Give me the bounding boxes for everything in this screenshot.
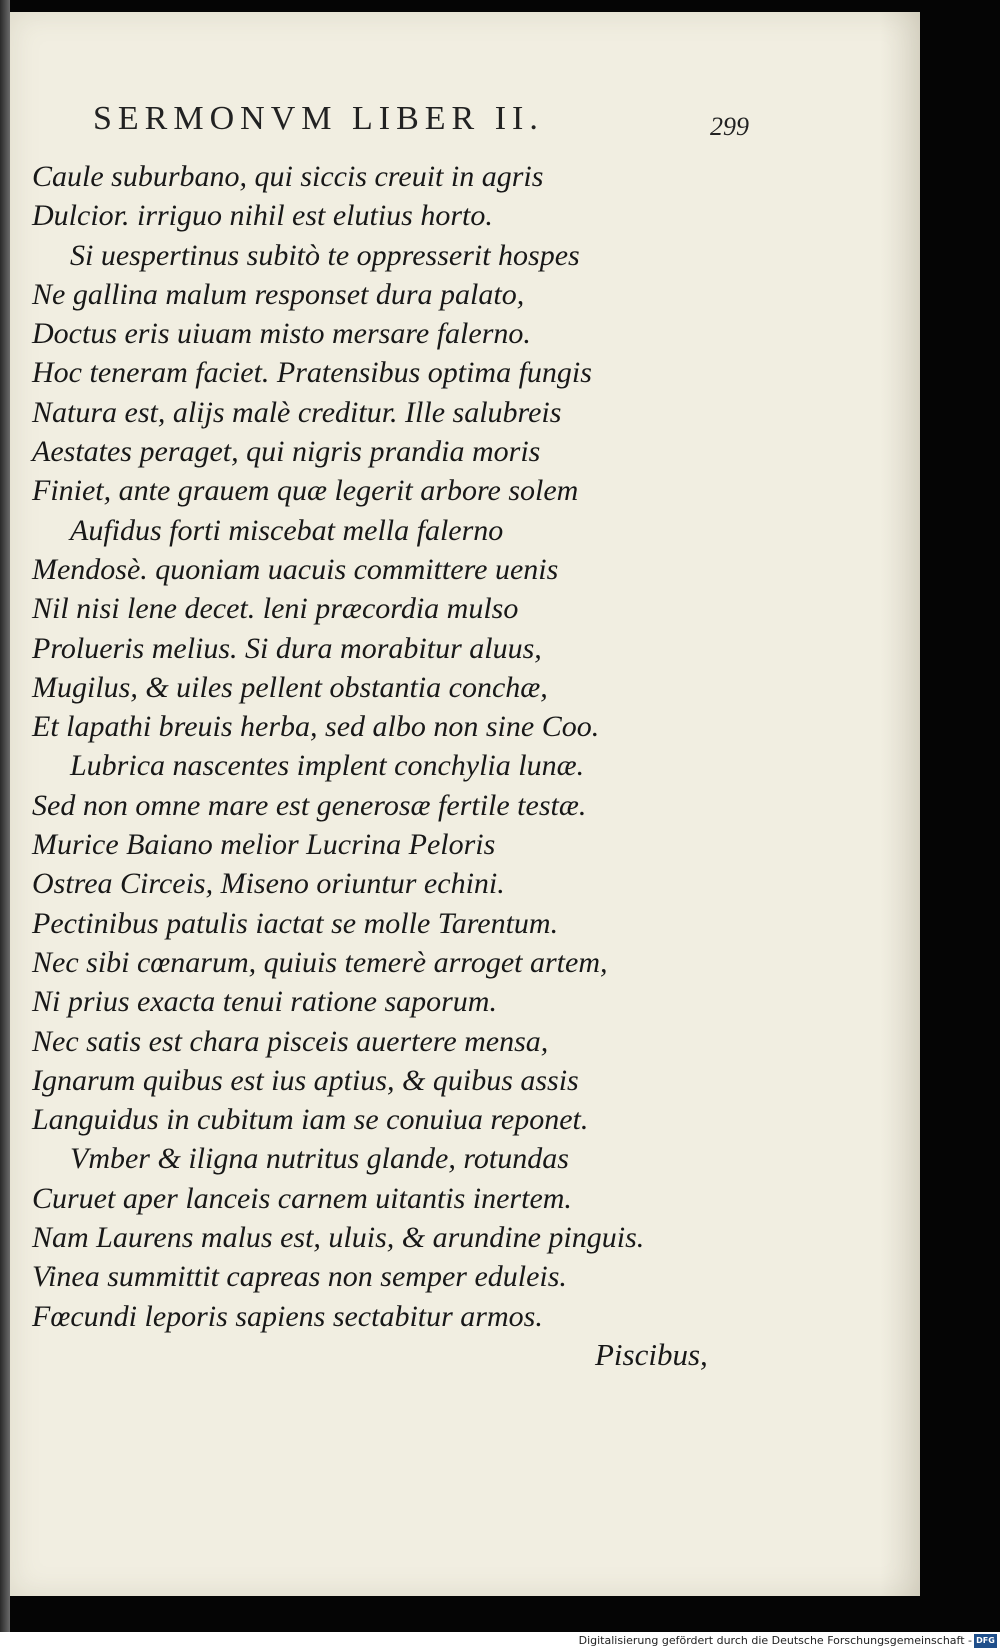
verse-block — [32, 157, 644, 1336]
verse-line: Murice Baiano melior Lucrina Peloris — [32, 828, 496, 862]
running-head: SERMONVM LIBER II. — [93, 100, 544, 137]
verse-line: Lubrica nascentes implent conchylia lunæ. — [70, 749, 585, 783]
funding-note: Digitalisierung gefördert durch die Deutsche Forschungsgemeinschaft - — [578, 1634, 972, 1647]
verse-line: Languidus in cubitum iam se conuiua reponet. — [32, 1103, 589, 1137]
verse-line: Pectinibus patulis iactat se molle Tarentum. — [32, 906, 559, 940]
catchword: Piscibus, — [595, 1337, 708, 1372]
verse-line: Hoc teneram faciet. Pratensibus optima fungis — [32, 356, 592, 390]
verse-line: Dulcior. irriguo nihil est elutius horto. — [32, 199, 493, 233]
verse-line: Nec sibi cœnarum, quiuis temerè arroget artem, — [32, 945, 608, 979]
verse-line: Nec satis est chara pisceis auertere mensa, — [32, 1024, 549, 1058]
verse-line: Si uespertinus subitò te oppresserit hospes — [70, 238, 580, 272]
verse-line: Ignarum quibus est ius aptius, & quibus assis — [32, 1063, 579, 1097]
verse-line: Mugilus, & uiles pellent obstantia conchæ, — [32, 670, 548, 704]
verse-line: Aufidus forti miscebat mella falerno — [70, 513, 504, 547]
verse-line: Ni prius exacta tenui ratione saporum. — [32, 985, 497, 1019]
page-number: 299 — [710, 112, 749, 141]
verse-line: Et lapathi breuis herba, sed albo non sine Coo. — [32, 710, 600, 744]
dfg-logo: DFG — [974, 1634, 997, 1648]
book-edge — [0, 0, 10, 1651]
verse-line: Nil nisi lene decet. leni præcordia mulso — [32, 592, 519, 626]
verse-line: Vinea summittit capreas non semper eduleis. — [32, 1260, 567, 1294]
verse-line: Fœcundi leporis sapiens sectabitur armos. — [32, 1299, 543, 1333]
verse-line: Aestates peraget, qui nigris prandia moris — [32, 435, 541, 469]
verse-line: Mendosè. quoniam uacuis committere uenis — [32, 552, 559, 586]
verse-line: Doctus eris uiuam misto mersare falerno. — [32, 317, 531, 351]
book-page — [10, 12, 920, 1596]
verse-line: Ne gallina malum responset dura palato, — [32, 277, 525, 311]
verse-line: Prolueris melius. Si dura morabitur aluus, — [32, 631, 542, 665]
verse-line: Ostrea Circeis, Miseno oriuntur echini. — [32, 867, 505, 901]
verse-line: Natura est, alijs malè creditur. Ille salubreis — [32, 395, 562, 429]
verse-line: Finiet, ante grauem quæ legerit arbore solem — [32, 474, 579, 508]
verse-line: Vmber & iligna nutritus glande, rotundas — [70, 1142, 569, 1176]
footer-bar — [0, 1632, 1000, 1651]
verse-line: Curuet aper lanceis carnem uitantis inertem. — [32, 1181, 572, 1215]
verse-line: Sed non omne mare est generosæ fertile testæ. — [32, 788, 587, 822]
verse-line: Caule suburbano, qui siccis creuit in agris — [32, 160, 544, 193]
verse-line: Nam Laurens malus est, uluis, & arundine pinguis. — [32, 1221, 645, 1255]
page-gutter-shade — [880, 12, 920, 1596]
